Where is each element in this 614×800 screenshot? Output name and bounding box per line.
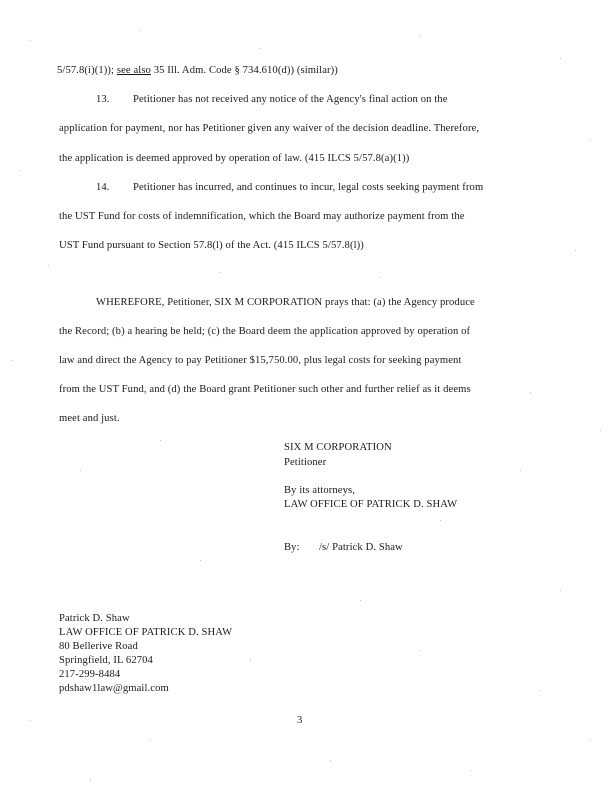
page-number: 3 — [297, 715, 303, 726]
wherefore-line-4: from the UST Fund, and (d) the Board grant Petitioner such other and further relief as it deems — [59, 384, 471, 395]
signature-role: Petitioner — [284, 457, 327, 468]
contact-name: Patrick D. Shaw — [59, 613, 130, 624]
paragraph-13-line-2: application for payment, nor has Petitioner given any waiver of the decision deadline. Therefore, — [59, 123, 480, 134]
citation-rest: 35 Ill. Adm. Code § 734.610(d)) (similar)) — [153, 65, 338, 76]
paragraph-13-number: 13. — [96, 94, 110, 105]
paragraph-14-line-2: the UST Fund for costs of indemnification, which the Board may authorize payment from the — [59, 211, 465, 222]
contact-email: pdshaw1law@gmail.com — [59, 683, 169, 694]
wherefore-line-1: WHEREFORE, Petitioner, SIX M CORPORATION prays that: (a) the Agency produce — [96, 297, 475, 308]
signature-name: /s/ Patrick D. Shaw — [319, 542, 403, 553]
contact-phone: 217-299-8484 — [59, 669, 121, 680]
contact-office: LAW OFFICE OF PATRICK D. SHAW — [59, 627, 233, 638]
paragraph-14-line-1: Petitioner has incurred, and continues to incur, legal costs seeking payment from — [133, 182, 484, 193]
wherefore-line-3: law and direct the Agency to pay Petitioner $15,750.00, plus legal costs for seeking payment — [59, 355, 462, 366]
contact-city: Springfield, IL 62704 — [59, 655, 153, 666]
wherefore-line-2: the Record; (b) a hearing be held; (c) the Board deem the application approved by operation of — [59, 326, 471, 337]
contact-street: 80 Bellerive Road — [59, 641, 138, 652]
signature-by-label: By: — [284, 542, 300, 553]
signature-by-attorneys: By its attorneys, — [284, 485, 355, 496]
signature-law-office: LAW OFFICE OF PATRICK D. SHAW — [284, 499, 458, 510]
wherefore-line-5: meet and just. — [59, 413, 120, 424]
paragraph-13-line-1: Petitioner has not received any notice of the Agency's final action on the — [133, 94, 448, 105]
paragraph-14-line-3: UST Fund pursuant to Section 57.8(l) of the Act. (415 ILCS 5/57.8(l)) — [59, 240, 364, 251]
citation-line — [57, 64, 338, 77]
paragraph-14-number: 14. — [96, 182, 110, 193]
signature-company: SIX M CORPORATION — [284, 442, 392, 453]
see-also-signal: see also — [116, 65, 151, 76]
paragraph-13-line-3: the application is deemed approved by operation of law. (415 ILCS 5/57.8(a)(1)) — [59, 153, 410, 164]
citation-lead: 5/57.8(i)(1)); — [57, 65, 115, 76]
